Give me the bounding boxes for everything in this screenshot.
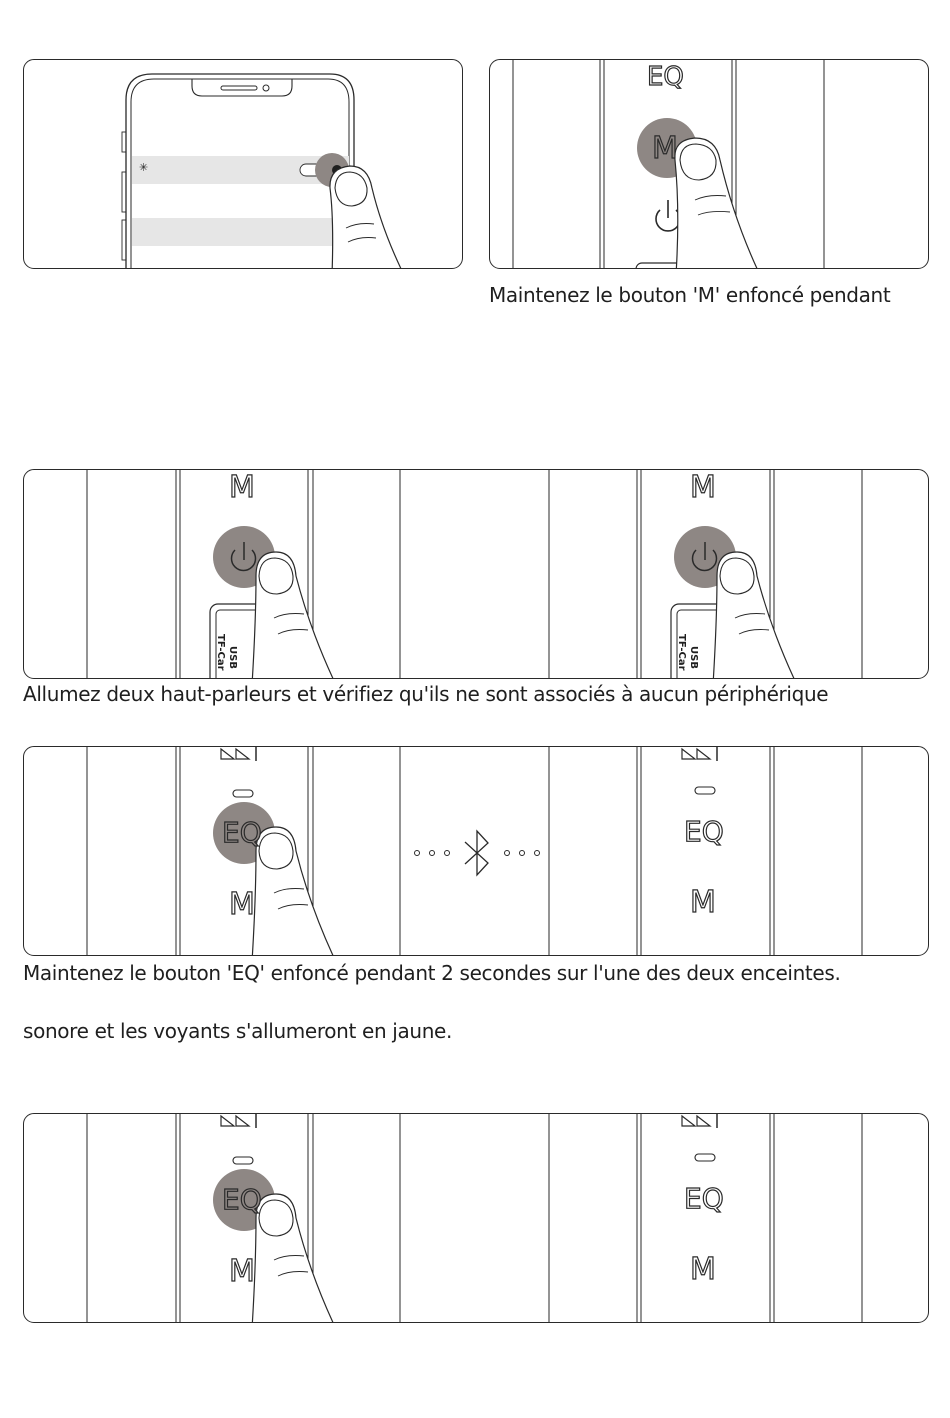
right-tf-label: TF-Car — [676, 634, 687, 671]
phone-bluetooth-illustration — [23, 59, 463, 269]
left-speaker-m-label: M — [229, 470, 255, 505]
left-m-label: M — [229, 1254, 255, 1289]
left-m-label: M — [229, 887, 255, 922]
step1-caption: Maintenez le bouton 'M' enfoncé pendant — [489, 283, 891, 307]
right-eq-label: EQ — [684, 1182, 724, 1215]
right-usb-label: USB — [688, 646, 699, 669]
step2-caption: Allumez deux haut-parleurs et vérifiez qu'ils ne sont associés à aucun périphérique — [23, 682, 829, 706]
left-eq-label: EQ — [222, 816, 262, 849]
eq-repeat-illustration — [23, 1113, 929, 1323]
eq-pairing-illustration — [23, 746, 929, 956]
right-eq-label: EQ — [684, 815, 724, 848]
right-m-label: M — [690, 1252, 716, 1287]
step3-caption-line2: sonore et les voyants s'allumeront en jaune. — [23, 1019, 453, 1043]
speaker-eq-label: EQ — [647, 62, 684, 92]
bluetooth-icon: ✳ — [139, 161, 149, 174]
left-usb-label: USB — [227, 646, 238, 669]
two-speakers-power-illustration — [23, 469, 929, 679]
right-m-label: M — [690, 885, 716, 920]
speaker-m-button-illustration — [489, 59, 929, 269]
left-eq-label: EQ — [222, 1183, 262, 1216]
right-speaker-m-label: M — [690, 470, 716, 505]
speaker-m-label: M — [652, 131, 678, 166]
step3-caption-line1: Maintenez le bouton 'EQ' enfoncé pendant 2 secondes sur l'une des deux enceintes. — [23, 961, 841, 985]
left-tf-label: TF-Car — [215, 634, 226, 671]
